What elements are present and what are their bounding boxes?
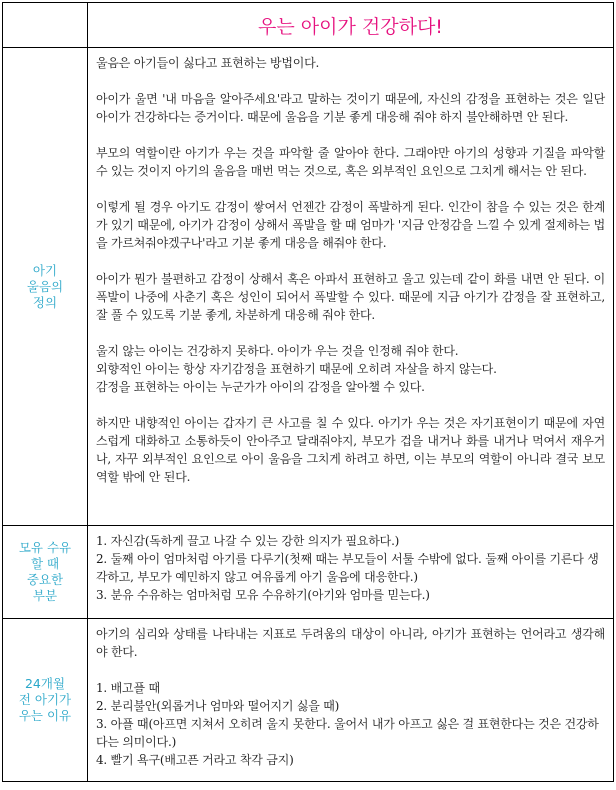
paragraph: 하지만 내향적인 아이는 갑자기 큰 사고를 칠 수 있다. 아기가 우는 것은 자기표현이기 때문에 자연스럽게 대화하고 소통하듯이 안아주고 달래줘야지, 부모가 겁을 내거나 화를 내거나 먹여서 재우거나, 자꾸 외부적인 요인으로 아이 울음을 그치게 하려고 하면, 이는 부모의 역할이 아니라 결국 보모 역할 밖에 안 된다. <box>96 416 605 484</box>
section-label-text: 24개월 전 아기가 우는 이유 <box>18 676 72 723</box>
paragraph: 아기의 심리와 상태를 나타내는 지표로 두려움의 대상이 아니라, 아기가 표현하는 언어라고 생각해야 한다. <box>96 627 605 659</box>
section-body-breastfeeding <box>88 526 614 619</box>
list-item: 2. 둘째 아이 엄마처럼 아기를 다루기(첫째 때는 부모들이 서툴 수밖에 없다. 둘째 아이를 기른다 생각하고, 부모가 예민하지 않고 여유롭게 아기 울음에 대응한다.) <box>96 552 599 584</box>
section-label-crying-reasons <box>3 619 88 782</box>
paragraph: 부모의 역할이란 아기가 우는 것을 파악할 줄 알아야 한다. 그래야만 아기의 성향과 기질을 파악할 수 있는 것이지 아기의 울음을 매번 먹는 것으로, 혹은 외부적인 요인으로 그치게 해서는 안 된다. <box>96 146 605 178</box>
section-body-crying-definition <box>88 48 614 526</box>
list-item: 1. 자신감(독하게 끌고 나갈 수 있는 강한 의지가 필요하다.) <box>96 534 400 548</box>
list-item: 3. 아플 때(아프면 지쳐서 오히려 울지 못한다. 울어서 내가 아프고 싫은 걸 표현한다는 것은 건강하다는 의미이다.) <box>96 717 599 749</box>
list-item: 3. 분유 수유하는 엄마처럼 모유 수유하기(아기와 엄마를 믿는다.) <box>96 588 430 602</box>
header-left-cell <box>3 3 88 48</box>
list-item: 2. 분리불안(외롭거나 엄마와 떨어지기 싫을 때) <box>96 699 340 713</box>
section-crying-definition <box>3 48 614 526</box>
paragraph: 울지 않는 아이는 건강하지 못하다. 아이가 우는 것을 인정해 줘야 한다. 외향적인 아이는 항상 자기감정을 표현하기 때문에 오히려 자살을 하지 않는다. 감정을 표현하는 아이는 누군가가 아이의 감정을 알아챌 수 있다. <box>96 344 497 394</box>
paragraph: 울음은 아기들이 싫다고 표현하는 방법이다. <box>96 56 320 70</box>
paragraph: 이렇게 될 경우 아기도 감정이 쌓여서 언젠간 감정이 폭발하게 된다. 인간이 참을 수 있는 것은 한계가 있기 때문에, 아기가 감정이 상해서 폭발을 할 때 엄마가 '지금 안정감을 느낄 수 있게 절제하는 법을 가르쳐줘야겠구나'라고 기분 좋게 대응을 해줘야 한다. <box>96 200 605 250</box>
section-body-crying-reasons <box>88 619 614 782</box>
section-label-text: 모유 수유 할 때 중요한 부분 <box>18 540 72 603</box>
section-label-breastfeeding <box>3 526 88 619</box>
section-breastfeeding <box>3 526 614 619</box>
paragraph: 아이가 울면 '내 마음을 알아주세요'라고 말하는 것이기 때문에, 자신의 감정을 표현하는 것은 일단 아이가 건강하다는 증거이다. 때문에 울음을 기분 좋게 대응해 줘야 하지 불안해하면 안 된다. <box>96 92 605 124</box>
section-crying-reasons <box>3 619 614 782</box>
section-label-text: 아기 울음의 정의 <box>26 262 64 310</box>
section-label-crying-definition <box>3 48 88 526</box>
list-item: 1. 배고플 때 <box>96 681 160 695</box>
content-table <box>2 2 614 782</box>
paragraph: 아이가 뭔가 불편하고 감정이 상해서 혹은 아파서 표현하고 울고 있는데 같이 화를 내면 안 된다. 이 폭발이 나중에 사춘기 혹은 성인이 되어서 폭발할 수 있다. 때문에 지금 아기가 감정을 잘 표현하고, 잘 풀 수 있도록 기분 좋게, 차분하게 대응해 줘야 한다. <box>96 272 605 322</box>
page-title: 우는 아이가 건강하다! <box>88 3 614 48</box>
list-item: 4. 빨기 욕구(배고픈 거라고 착각 금지) <box>96 753 294 767</box>
header-row <box>3 3 614 48</box>
